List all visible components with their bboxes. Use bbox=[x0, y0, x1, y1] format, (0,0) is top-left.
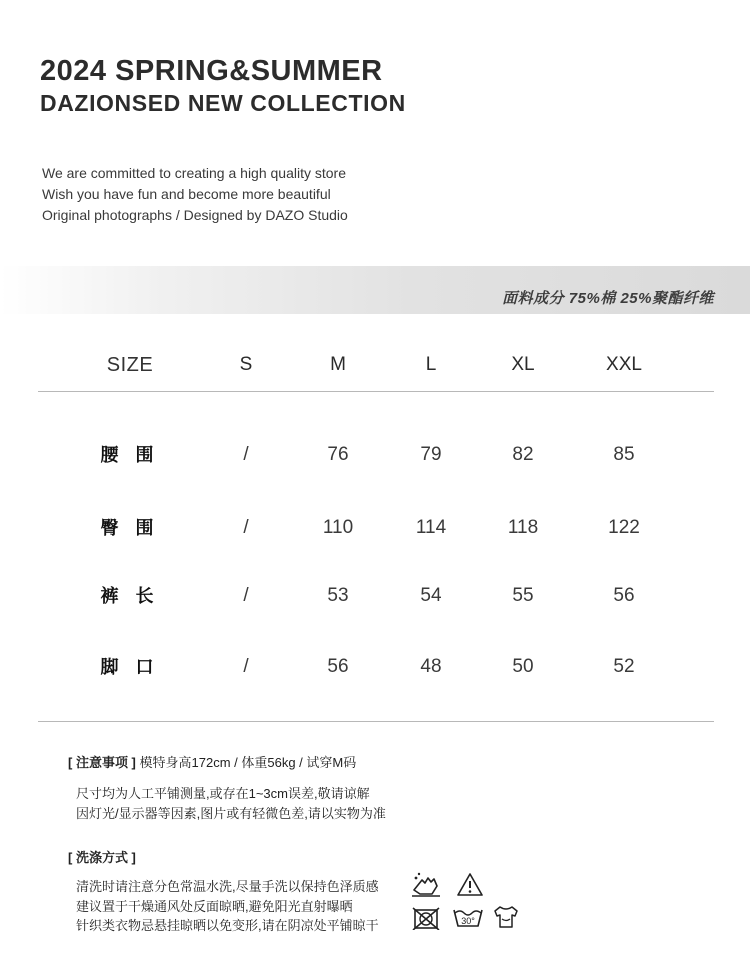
dry-flat-icon bbox=[492, 904, 520, 930]
table-cell: 85 bbox=[613, 444, 635, 465]
header-m: M bbox=[330, 354, 346, 375]
size-table-header bbox=[38, 345, 714, 385]
intro-line-1: We are committed to creating a high quality store bbox=[42, 165, 347, 181]
table-cell: / bbox=[243, 444, 249, 465]
table-cell: 50 bbox=[512, 656, 534, 677]
table-cell: / bbox=[243, 585, 249, 606]
notes-heading: [ 注意事项 ] bbox=[68, 755, 136, 770]
table-cell: 76 bbox=[327, 444, 349, 465]
table-cell: 52 bbox=[613, 656, 635, 677]
table-cell: 48 bbox=[420, 656, 442, 677]
washing-line-2: 建议置于干燥通风处反面晾晒,避免阳光直射曝晒 bbox=[76, 899, 353, 914]
table-cell: 56 bbox=[613, 585, 635, 606]
table-cell: 110 bbox=[322, 517, 354, 538]
row-label: 臀 围 bbox=[100, 518, 160, 538]
table-row-waist bbox=[38, 435, 714, 475]
warning-triangle-icon bbox=[456, 872, 484, 897]
washing-heading: [ 洗涤方式 ] bbox=[68, 850, 136, 865]
row-label: 裤 长 bbox=[100, 586, 160, 606]
table-cell: 54 bbox=[420, 585, 442, 606]
collection-title: 2024 SPRING&SUMMER bbox=[40, 55, 383, 87]
wash-temperature: 30° bbox=[461, 916, 475, 926]
table-cell: 122 bbox=[608, 517, 640, 538]
intro-line-3: Original photographs / Designed by DAZO Studio bbox=[42, 207, 348, 223]
header-xxl: XXL bbox=[606, 354, 642, 375]
row-label: 脚 口 bbox=[100, 657, 160, 677]
table-row-hip bbox=[38, 508, 714, 548]
notes-heading-line bbox=[68, 752, 356, 771]
header-l: L bbox=[425, 354, 437, 375]
table-bottom-divider bbox=[38, 721, 714, 722]
table-cell: 82 bbox=[512, 444, 534, 465]
wash-30-icon bbox=[452, 904, 484, 930]
table-cell: 114 bbox=[415, 517, 447, 538]
table-cell: 56 bbox=[327, 656, 349, 677]
collection-subtitle: DAZIONSED NEW COLLECTION bbox=[40, 90, 406, 116]
table-row-leg-opening bbox=[38, 647, 714, 687]
table-cell: 53 bbox=[327, 585, 349, 606]
washing-line-3: 针织类衣物忌悬挂晾晒以免变形,请在阴凉处平铺晾干 bbox=[76, 918, 379, 933]
header-s: S bbox=[239, 354, 253, 375]
header-xl: XL bbox=[511, 354, 535, 375]
table-cell: / bbox=[243, 517, 249, 538]
table-cell: / bbox=[243, 656, 249, 677]
note-line-2: 因灯光/显示器等因素,图片或有轻微色差,请以实物为准 bbox=[76, 806, 386, 821]
fabric-composition: 面料成分 75%棉 25%聚酯纤维 bbox=[502, 290, 714, 307]
intro-line-2: Wish you have fun and become more beautiful bbox=[42, 186, 331, 202]
table-row-length bbox=[38, 576, 714, 616]
table-cell: 118 bbox=[507, 517, 539, 538]
table-cell: 79 bbox=[420, 444, 442, 465]
row-label: 腰 围 bbox=[100, 445, 160, 465]
do-not-tumble-dry-icon bbox=[412, 906, 440, 930]
note-line-1: 尺寸均为人工平铺测量,或存在1~3cm误差,敬请谅解 bbox=[76, 786, 370, 801]
hand-wash-icon bbox=[410, 870, 442, 898]
table-top-divider bbox=[38, 391, 714, 392]
table-cell: 55 bbox=[512, 585, 534, 606]
header-size: SIZE bbox=[106, 354, 154, 376]
washing-line-1: 清洗时请注意分色常温水洗,尽量手洗以保持色泽质感 bbox=[76, 879, 379, 894]
model-info: 模特身高172cm / 体重56kg / 试穿M码 bbox=[139, 755, 357, 770]
